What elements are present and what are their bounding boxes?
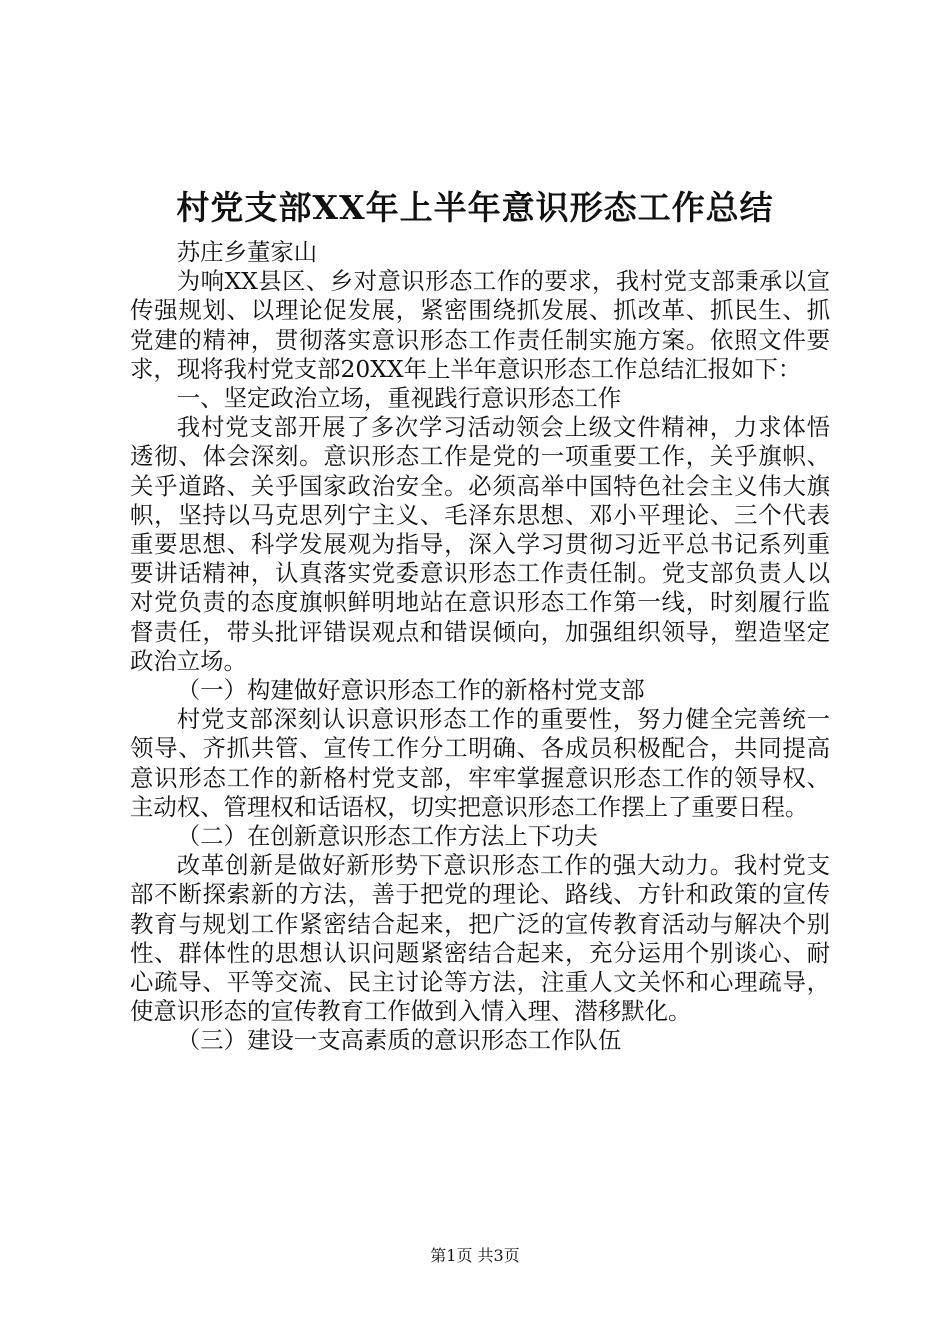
section-heading-1: 一、坚定政治立场，重视践行意识形态工作 <box>176 384 622 413</box>
subsection-heading-2: （二）在创新意识形态工作方法上下功夫 <box>176 822 598 851</box>
body-paragraph: 村党支部深刻认识意识形态工作的重要性，努力健全完善统一领导、齐抓共管、宣传工作分工明确、各成员积极配合，共同提高意识形态工作的新格村党支部，牢牢掌握意识形态工作的领导权、主动权、管理权和话语权，切实把意识形态工作摆上了重要日程。 <box>130 705 830 821</box>
body-paragraph: 改革创新是做好新形势下意识形态工作的强大动力。我村党支部不断探索新的方法，善于把党的理论、路线、方针和政策的宣传教育与规划工作紧密结合起来，把广泛的宣传教育活动与解决个别性、群体性的思想认识问题紧密结合起来，充分运用个别谈心、耐心疏导、平等交流、民主讨论等方法，注重人文关怀和心理疏导，使意识形态的宣传教育工作做到入情入理、潜移默化。 <box>130 851 830 1026</box>
document-body <box>130 238 830 1056</box>
intro-paragraph: 为响XX县区、乡对意识形态工作的要求，我村党支部秉承以宣传强规划、以理论促发展，紧密围绕抓发展、抓改革、抓民生、抓党建的精神，贯彻落实意识形态工作责任制实施方案。依照文件要求，现将我村党支部20XX年上半年意识形态工作总结汇报如下： <box>130 267 830 383</box>
document-title: 村党支部XX年上半年意识形态工作总结 <box>176 188 774 227</box>
body-paragraph: 我村党支部开展了多次学习活动领会上级文件精神，力求体悟透彻、体会深刻。意识形态工作是党的一项重要工作，关乎旗帜、关乎道路、关乎国家政治安全。必须高举中国特色社会主义伟大旗帜，坚持以马克思列宁主义、毛泽东思想、邓小平理论、三个代表重要思想、科学发展观为指导，深入学习贯彻习近平总书记系列重要讲话精神，认真落实党委意识形态工作责任制。党支部负责人以对党负责的态度旗帜鲜明地站在意识形态工作第一线，时刻履行监督责任，带头批评错误观点和错误倾向，加强组织领导，塑造坚定政治立场。 <box>130 413 830 675</box>
subsection-heading-1: （一）构建做好意识形态工作的新格村党支部 <box>176 676 645 705</box>
author-line: 苏庄乡董家山 <box>176 238 318 266</box>
subsection-heading-3: （三）建设一支高素质的意识形态工作队伍 <box>176 1026 622 1055</box>
page-footer: 第1页 共3页 <box>430 1246 520 1265</box>
